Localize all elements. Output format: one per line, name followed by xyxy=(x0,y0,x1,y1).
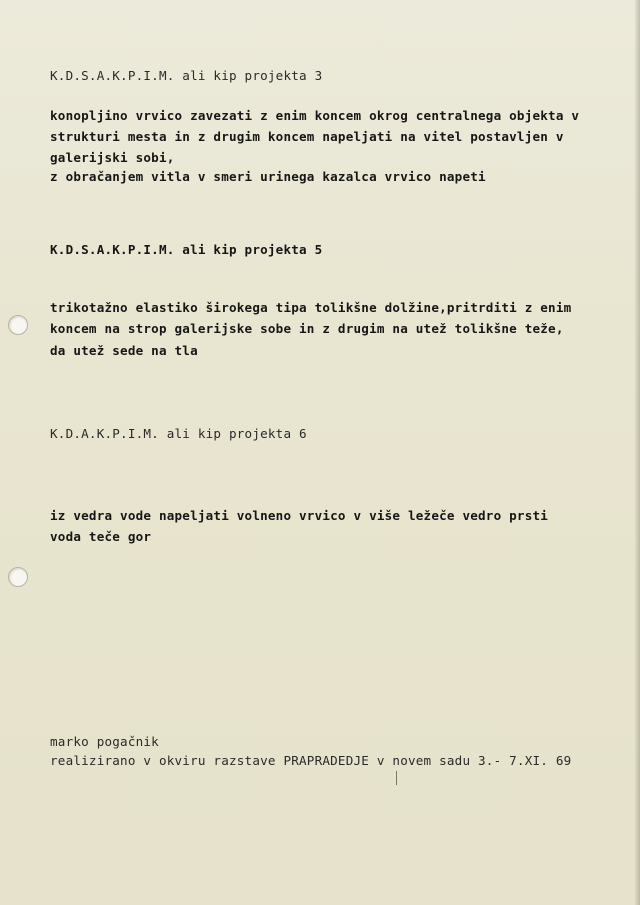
project-6-line: voda teče gor xyxy=(50,529,152,544)
project-5-line: trikotažno elastiko širokega tipa tolikšne dolžine,pritrditi z enim xyxy=(50,300,572,315)
project-3-line: konopljino vrvico zavezati z enim koncem okrog centralnega objekta v xyxy=(50,108,580,123)
project-3-line: strukturi mesta in z drugim koncem napeljati na vitel postavljen v xyxy=(50,129,564,144)
punch-hole-icon xyxy=(8,567,28,587)
project-5-line: da utež sede na tla xyxy=(50,343,198,358)
project-3-heading: K.D.S.A.K.P.I.M. ali kip projekta 3 xyxy=(50,68,323,83)
project-6-heading: K.D.A.K.P.I.M. ali kip projekta 6 xyxy=(50,426,307,441)
project-6-line: iz vedra vode napeljati volneno vrvico v više ležeče vedro prsti xyxy=(50,508,549,523)
exhibition-note: realizirano v okviru razstave PRAPRADEDJE v novem sadu 3.- 7.XI. 69 xyxy=(50,753,572,768)
project-5-heading: K.D.S.A.K.P.I.M. ali kip projekta 5 xyxy=(50,242,323,257)
pen-mark xyxy=(396,771,397,785)
project-3-line: z obračanjem vitla v smeri urinega kazalca vrvico napeti xyxy=(50,169,486,184)
page-edge-shadow xyxy=(634,0,640,905)
project-3-line: galerijski sobi, xyxy=(50,150,175,165)
project-5-line: koncem na strop galerijske sobe in z drugim na utež tolikšne teže, xyxy=(50,321,564,336)
author-name: marko pogačnik xyxy=(50,734,159,749)
punch-hole-icon xyxy=(8,315,28,335)
